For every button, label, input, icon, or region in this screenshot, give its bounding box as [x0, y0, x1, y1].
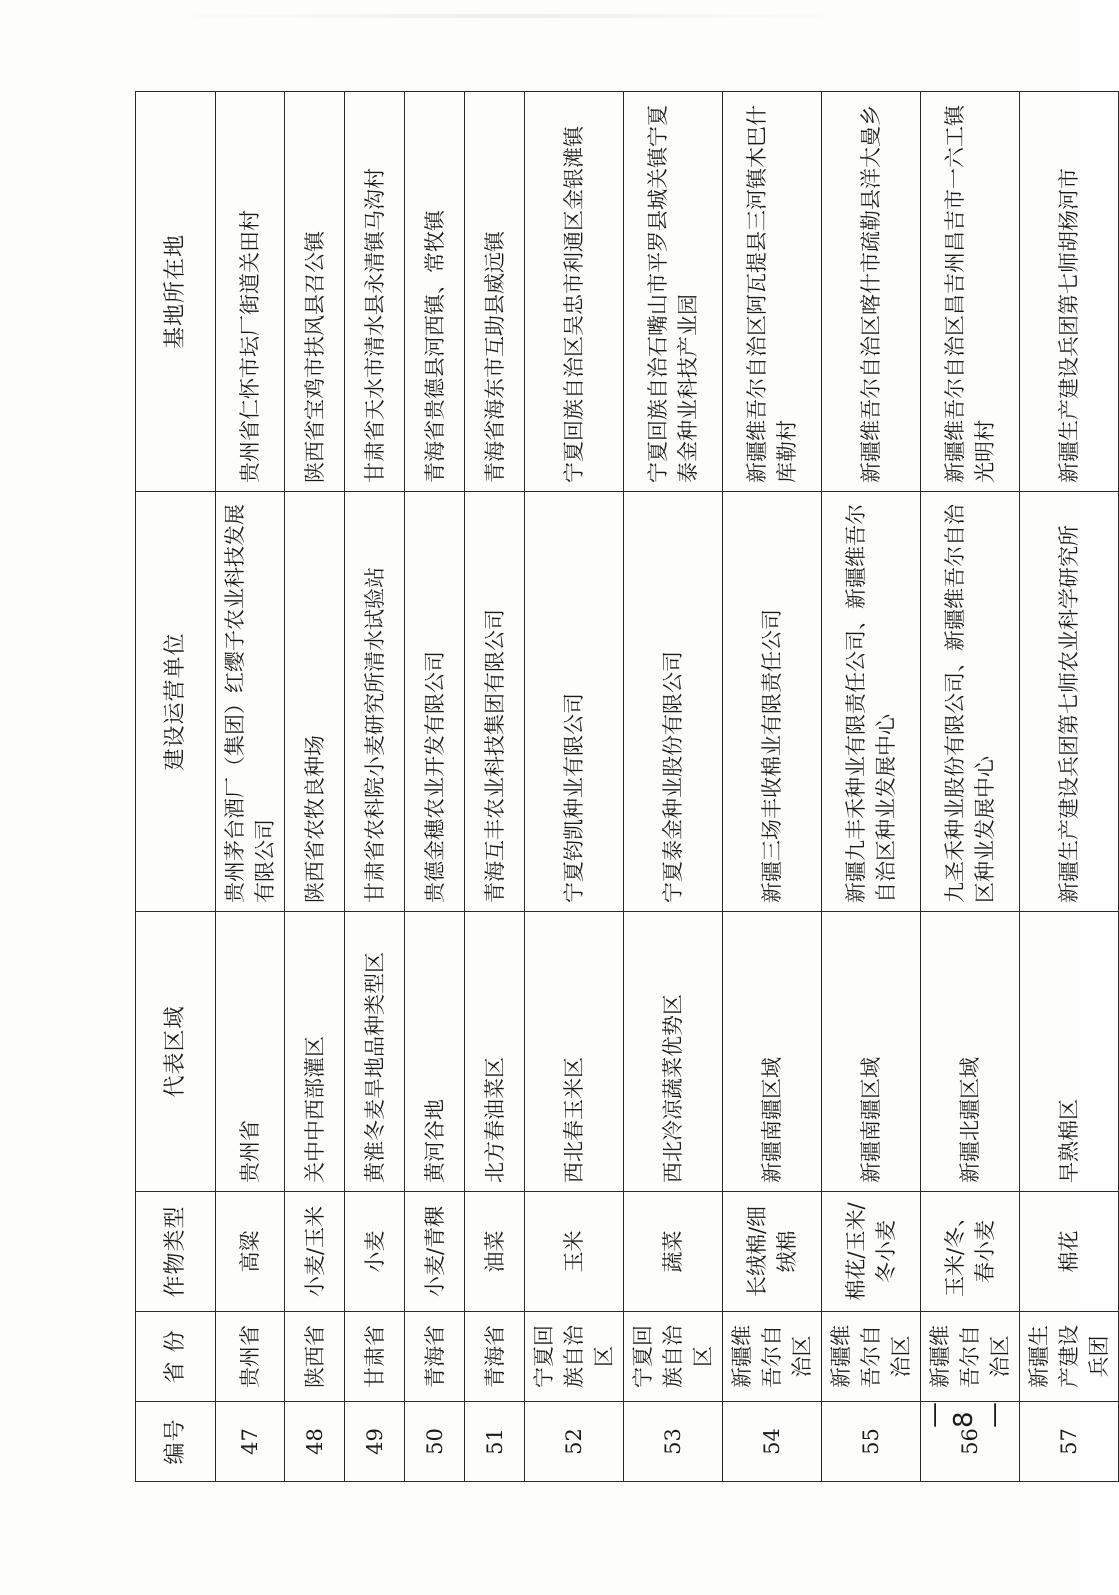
cell-num: 53 — [624, 1402, 723, 1482]
cell-province: 宁夏回族自治区 — [525, 1312, 624, 1402]
cell-crop: 蔬菜 — [624, 1192, 723, 1312]
cell-base: 贵州省仁怀市坛厂街道关田村 — [216, 92, 285, 492]
cell-province: 新疆生产建设兵团 — [1020, 1312, 1119, 1402]
cell-num: 51 — [465, 1402, 525, 1482]
cell-crop: 小麦 — [345, 1192, 405, 1312]
table-row — [525, 92, 624, 1482]
cell-base: 新疆维吾尔自治区喀什市疏勒县洋大曼乡 — [822, 92, 921, 492]
cell-unit: 新疆九丰禾种业有限责任公司、新疆维吾尔自治区种业发展中心 — [822, 492, 921, 912]
cell-province: 贵州省 — [216, 1312, 285, 1402]
cell-unit: 宁夏泰金种业股份有限公司 — [624, 492, 723, 912]
cell-num: 55 — [822, 1402, 921, 1482]
cell-province: 陕西省 — [285, 1312, 345, 1402]
table-row — [465, 92, 525, 1482]
cell-region: 黄河谷地 — [405, 912, 465, 1192]
cell-province: 甘肃省 — [345, 1312, 405, 1402]
table-row — [624, 92, 723, 1482]
cell-crop: 长绒棉/细绒棉 — [723, 1192, 822, 1312]
cell-crop: 高粱 — [216, 1192, 285, 1312]
seed-base-table — [135, 91, 1119, 1482]
cell-unit: 宁夏钧凯种业有限公司 — [525, 492, 624, 912]
cell-unit: 贵德金穗农业开发有限公司 — [405, 492, 465, 912]
cell-region: 新疆南疆区域 — [723, 912, 822, 1192]
table-row — [405, 92, 465, 1482]
cell-crop: 小麦/青稞 — [405, 1192, 465, 1312]
cell-base: 青海省贵德县河西镇、常牧镇 — [405, 92, 465, 492]
cell-base: 甘肃省天水市清水县永清镇马沟村 — [345, 92, 405, 492]
cell-unit: 九圣禾种业股份有限公司、新疆维吾尔自治区种业发展中心 — [921, 492, 1020, 912]
cell-crop: 油菜 — [465, 1192, 525, 1312]
cell-base: 新疆维吾尔自治区阿瓦提县三河镇木巴什库勒村 — [723, 92, 822, 492]
cell-num: 57 — [1020, 1402, 1119, 1482]
cell-crop: 棉花 — [1020, 1192, 1119, 1312]
cell-num: 48 — [285, 1402, 345, 1482]
cell-num: 49 — [345, 1402, 405, 1482]
table-row — [216, 92, 285, 1482]
table-header-row — [136, 92, 216, 1482]
cell-region: 早熟棉区 — [1020, 912, 1119, 1192]
cell-unit: 贵州茅台酒厂（集团）红缨子农业科技发展有限公司 — [216, 492, 285, 912]
cell-unit: 陕西省农牧良种场 — [285, 492, 345, 912]
cell-base: 青海省海东市互助县威远镇 — [465, 92, 525, 492]
cell-base: 宁夏回族自治区吴忠市利通区金银滩镇 — [525, 92, 624, 492]
cell-region: 新疆南疆区域 — [822, 912, 921, 1192]
header-base: 基地所在地 — [136, 92, 216, 492]
table-row — [285, 92, 345, 1482]
cell-region: 北方春油菜区 — [465, 912, 525, 1192]
cell-num: 54 — [723, 1402, 822, 1482]
cell-base: 陕西省宝鸡市扶风县召公镇 — [285, 92, 345, 492]
cell-province: 青海省 — [405, 1312, 465, 1402]
header-crop: 作物类型 — [136, 1192, 216, 1312]
cell-province: 新疆维吾尔自治区 — [822, 1312, 921, 1402]
rotated-table-container — [135, 92, 1111, 1482]
header-num: 编号 — [136, 1402, 216, 1482]
header-region: 代表区域 — [136, 912, 216, 1192]
cell-province: 宁夏回族自治区 — [624, 1312, 723, 1402]
cell-region: 关中中西部灌区 — [285, 912, 345, 1192]
cell-num: 50 — [405, 1402, 465, 1482]
cell-base: 新疆维吾尔自治区昌吉州昌吉市一六工镇光明村 — [921, 92, 1020, 492]
cell-crop: 玉米/冬、春小麦 — [921, 1192, 1020, 1312]
table-row — [723, 92, 822, 1482]
scan-artifact — [160, 14, 860, 18]
cell-province: 青海省 — [465, 1312, 525, 1402]
page-number: — 8 — — [919, 1402, 1009, 1428]
cell-province: 新疆维吾尔自治区 — [921, 1312, 1020, 1402]
cell-num: 56 — [921, 1402, 1020, 1482]
header-province: 省 份 — [136, 1312, 216, 1402]
table-row — [921, 92, 1020, 1482]
cell-unit: 新疆生产建设兵团第七师农业科学研究所 — [1020, 492, 1119, 912]
cell-region: 贵州省 — [216, 912, 285, 1192]
cell-num: 47 — [216, 1402, 285, 1482]
cell-unit: 新疆三场丰收棉业有限责任公司 — [723, 492, 822, 912]
cell-num: 52 — [525, 1402, 624, 1482]
table-row — [822, 92, 921, 1482]
cell-base: 新疆生产建设兵团第七师胡杨河市 — [1020, 92, 1119, 492]
cell-province: 新疆维吾尔自治区 — [723, 1312, 822, 1402]
cell-crop: 玉米 — [525, 1192, 624, 1312]
cell-crop: 小麦/玉米 — [285, 1192, 345, 1312]
cell-crop: 棉花/玉米/冬小麦 — [822, 1192, 921, 1312]
table-row — [345, 92, 405, 1482]
table-row — [1020, 92, 1119, 1482]
cell-base: 宁夏回族自治石嘴山市平罗县城关镇宁夏泰金种业科技产业园 — [624, 92, 723, 492]
cell-unit: 甘肃省农科院小麦研究所清水试验站 — [345, 492, 405, 912]
cell-region: 新疆北疆区域 — [921, 912, 1020, 1192]
cell-unit: 青海互丰农业科技集团有限公司 — [465, 492, 525, 912]
cell-region: 西北春玉米区 — [525, 912, 624, 1192]
cell-region: 黄淮冬麦旱地品种类型区 — [345, 912, 405, 1192]
cell-region: 西北冷凉蔬菜优势区 — [624, 912, 723, 1192]
header-unit: 建设运营单位 — [136, 492, 216, 912]
